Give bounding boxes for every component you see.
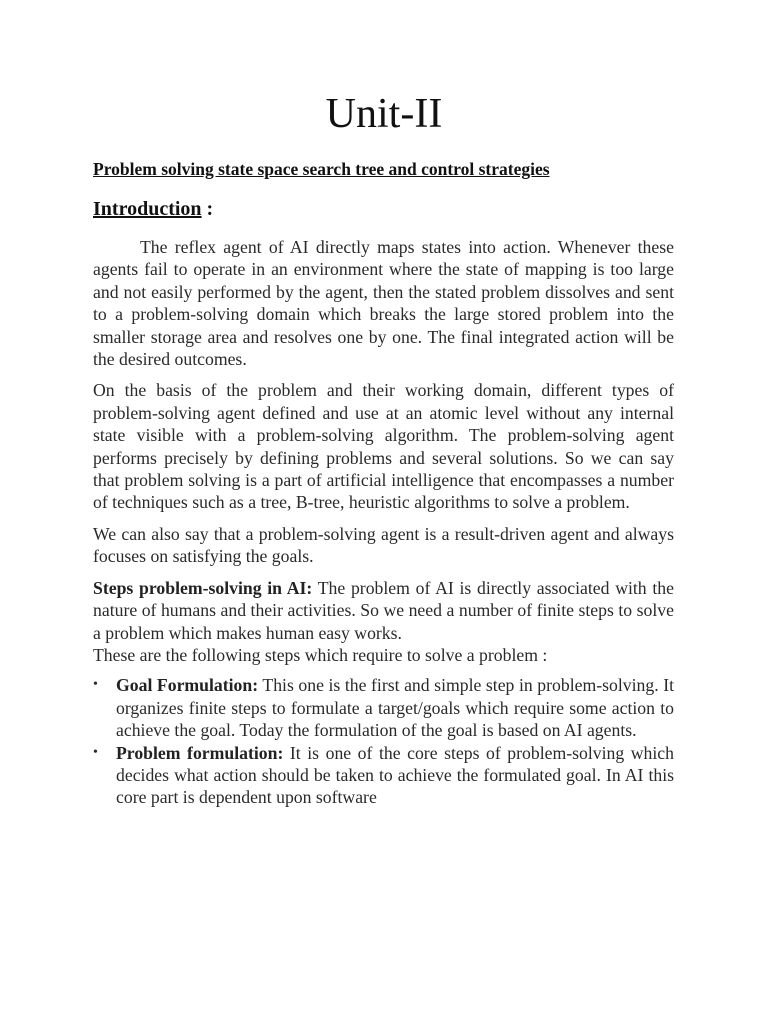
document-body xyxy=(93,236,674,809)
section-subtitle: Problem solving state space search tree and control strategies xyxy=(93,159,550,179)
page-title: Unit-II xyxy=(325,91,443,137)
problem-formulation-label: Problem formulation: xyxy=(116,742,284,763)
list-item-goal-formulation xyxy=(93,674,674,741)
paragraph-problem-domain: On the basis of the problem and their working domain, different types of problem-solving agent defined and use at an atomic level without any internal state visible with a problem-solving algorithm. The problem-solving agent performs precisely by defining problems and several solutions. So we can say that problem solving is a part of artificial intelligence that encompasses a number of techniques such as a tree, B-tree, heuristic algorithms to solve a problem. xyxy=(93,380,674,513)
paragraph-reflex-agent: The reflex agent of AI directly maps states into action. Whenever these agents fail to operate in an environment where the state of mapping is too large and not easily performed by the agent, then the stated problem dissolves and sent to a problem-solving domain which breaks the large stored problem into the smaller storage area and resolves one by one. The final integrated action will be the desired outcomes. xyxy=(93,237,674,370)
paragraph-following-steps: These are the following steps which require to solve a problem : xyxy=(93,644,548,665)
introduction-heading xyxy=(93,197,213,221)
steps-intro-text: The problem of AI is directly associated with the nature of humans and their activities. So we need a number of finite steps to solve a problem which makes human easy works. xyxy=(93,577,674,643)
steps-heading: Steps problem-solving in AI: xyxy=(93,577,313,598)
goal-formulation-text: This one is the first and simple step in problem-solving. It organizes finite steps to formulate a target/goals which require some action to achieve the goal. Today the formulation of the goal is based on AI agents. xyxy=(116,675,675,741)
problem-formulation-text: It is one of the core steps of problem-solving which decides what action should be taken to achieve the formulated goal. In AI this core part is dependent upon software xyxy=(116,742,674,808)
paragraph-steps-intro xyxy=(93,577,674,644)
steps-list xyxy=(93,674,674,808)
bullet-icon: • xyxy=(93,677,98,693)
goal-formulation-label: Goal Formulation: xyxy=(116,675,259,696)
introduction-heading-label: Introduction xyxy=(93,198,202,220)
paragraph-result-driven: We can also say that a problem-solving agent is a result-driven agent and always focuses on satisfying the goals. xyxy=(93,523,674,567)
bullet-icon: • xyxy=(93,744,98,760)
list-item-problem-formulation xyxy=(93,742,674,809)
introduction-heading-colon: : xyxy=(201,198,214,220)
